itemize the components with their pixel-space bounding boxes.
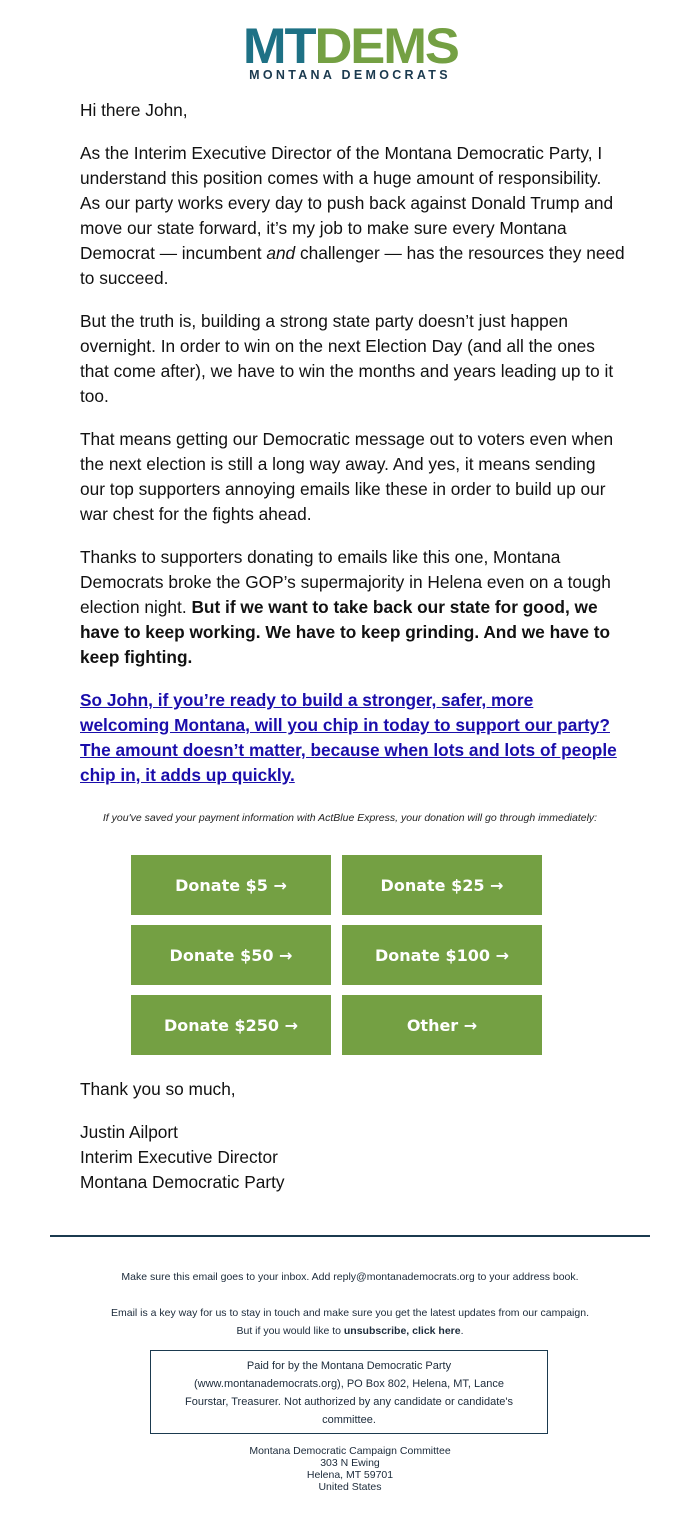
signoff xyxy=(80,1077,285,1195)
donate-100-button[interactable]: Donate $100 → xyxy=(342,925,542,985)
address-line-2: 303 N Ewing xyxy=(320,1457,380,1469)
greeting: Hi there John, xyxy=(80,100,188,120)
mailing-address xyxy=(0,1445,700,1493)
paragraph-1 xyxy=(80,141,625,291)
logo-wordmark xyxy=(242,18,458,74)
unsubscribe-link[interactable]: unsubscribe, click here xyxy=(343,1325,461,1337)
signoff-org: Montana Democratic Party xyxy=(80,1172,285,1192)
address-line-4: United States xyxy=(318,1481,382,1493)
paragraph-4 xyxy=(80,545,625,670)
donate-250-button[interactable]: Donate $250 → xyxy=(131,995,331,1055)
paragraph-4-part-a: Thanks to supporters donating to emails like this one, Montana Democrats broke the GOP’s supermajority in Helena even on a tough election night. xyxy=(80,547,611,617)
address-line-1: Montana Democratic Campaign Committee xyxy=(249,1445,451,1457)
logo-subtitle: MONTANA DEMOCRATS xyxy=(249,68,451,82)
donate-25-button[interactable]: Donate $25 → xyxy=(342,855,542,915)
actblue-express-note: If you've saved your payment information with ActBlue Express, your donation will go through immediately: xyxy=(102,812,598,824)
donate-5-button[interactable]: Donate $5 → xyxy=(131,855,331,915)
email-body xyxy=(80,98,625,806)
paragraph-2: But the truth is, building a strong state party doesn’t just happen overnight. In order to win on the next Election Day (and all the ones that come after), we have to win the months and years leading up to it too. xyxy=(80,311,614,406)
unsubscribe-prefix: But if you would like to xyxy=(236,1325,344,1337)
signoff-title: Interim Executive Director xyxy=(80,1147,278,1167)
paragraph-1-part-a: As the Interim Executive Director of the Montana Democratic Party, I understand this position comes with a huge amount of responsibility. As our party works every day to push back against Donald Trump and move our state forward, it’s my job to make sure every Montana Democrat — incumbent xyxy=(80,143,614,263)
unsubscribe-suffix: . xyxy=(460,1325,464,1337)
footer-divider xyxy=(50,1235,650,1237)
inbox-note: Make sure this email goes to your inbox. Add reply@montanademocrats.org to your address book. xyxy=(121,1271,579,1283)
paid-for-disclaimer: Paid for by the Montana Democratic Party (www.montanademocrats.org), PO Box 802, Helena, MT, Lance Fourstar, Treasurer. Not authorized by any candidate or candidate's committee. xyxy=(150,1350,548,1434)
stay-in-touch-note: Email is a key way for us to stay in touch and make sure you get the latest updates from our campaign. xyxy=(111,1307,589,1319)
paragraph-3: That means getting our Democratic message out to voters even when the next election is still a long way away. And yes, it means sending our top supporters annoying emails like these in order to build up our war chest for the fights ahead. xyxy=(80,429,614,524)
donate-50-button[interactable]: Donate $50 → xyxy=(131,925,331,985)
paragraph-4-bold: But if we want to take back our state for good, we have to keep working. We have to keep grinding. And we have to keep fighting. xyxy=(80,597,611,667)
signoff-name: Justin Ailport xyxy=(80,1122,178,1142)
signoff-thanks: Thank you so much, xyxy=(80,1079,236,1099)
logo-dems: DEMS xyxy=(314,18,458,74)
address-line-3: Helena, MT 59701 xyxy=(306,1469,394,1481)
paragraph-1-emphasis: and xyxy=(266,243,296,263)
cta-donate-link[interactable]: So John, if you’re ready to build a stronger, safer, more welcoming Montana, will you chip in today to support our party? The amount doesn’t matter, because when lots and lots of people chip in, it adds up quickly. xyxy=(80,690,617,785)
logo xyxy=(0,18,700,82)
unsubscribe-line xyxy=(0,1323,700,1340)
donate-other-button[interactable]: Other → xyxy=(342,995,542,1055)
logo-mt: MT xyxy=(242,18,315,74)
paragraph-1-part-b: challenger — has the resources they need to succeed. xyxy=(80,243,625,288)
cta-paragraph xyxy=(80,688,625,788)
